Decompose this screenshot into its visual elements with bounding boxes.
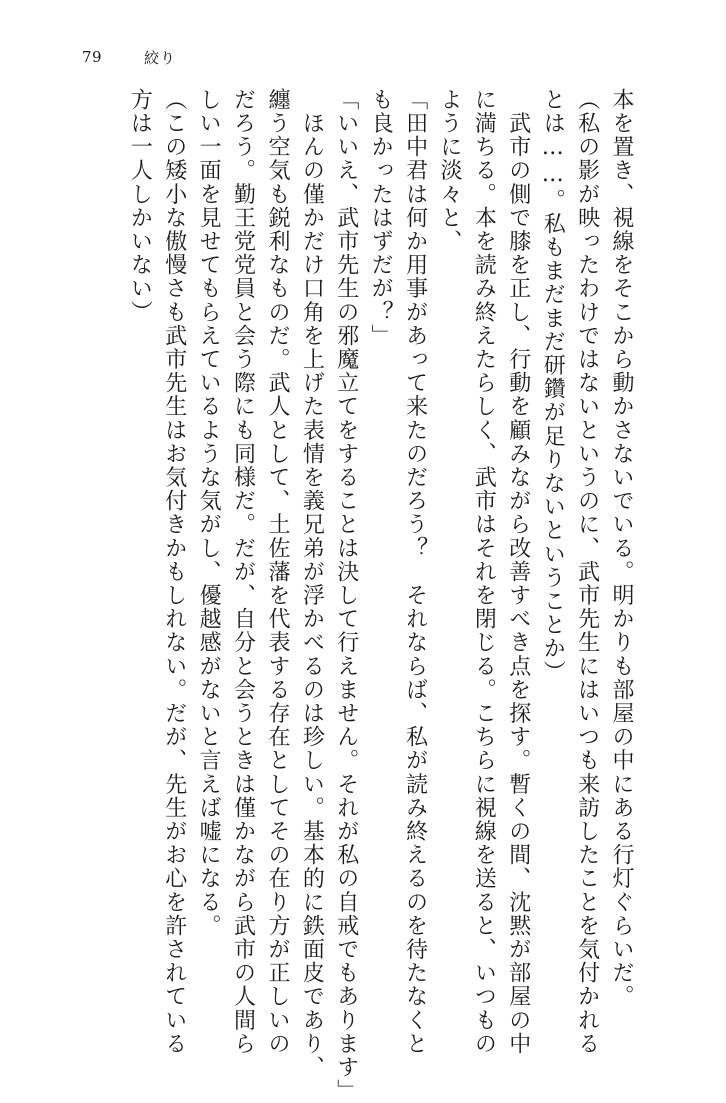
text-line: ほんの僅かだけ口角を上げた表情を義兄弟が浮かべるのは珍しい。基本的に鉄面皮であり、 — [299, 88, 325, 1080]
text-line: （この矮小な傲慢さも武市先生はお気付きかもしれない。だが、先生がお心を許されている — [161, 88, 187, 1056]
body-text — [122, 88, 638, 1103]
text-line: とは……。私もまだまだ研鑽が足りないということか） — [540, 88, 566, 684]
page-header — [82, 46, 176, 68]
text-line: しい一面を見せてもらえているような気がし、優越感がないと言えば嘘になる。 — [196, 88, 222, 938]
text-line: に満ちる。本を読み終えたらしく、武市はそれを閉じる。こちらに視線を送ると、いつもの — [471, 88, 497, 1056]
text-line: （私の影が映ったわけではないというのに、武市先生にはいつも来訪したことを気付かれる — [574, 88, 600, 1056]
text-line: ように淡々と、 — [436, 88, 462, 254]
text-line: 方は一人しかいない） — [127, 88, 153, 324]
text-line: も良かったはずだが？」 — [368, 88, 394, 348]
page-number: 79 — [82, 48, 103, 66]
text-line: 纏う空気も鋭利なものだ。武人として、土佐藩を代表する存在としてその在り方が正しいの — [264, 88, 290, 1056]
text-line: だろう。勤王党党員と会う際にも同様だ。だが、自分と会うときは僅かながら武市の人間ら — [230, 88, 256, 1056]
chapter-title: 絞り — [144, 48, 177, 67]
text-line: 「いいえ、武市先生の邪魔立てをすることは決して行えません。それが私の自戒でもあります」 — [333, 88, 359, 1103]
text-line: 「田中君は何か用事があって来たのだろう？ それならば、私が読み終えるのを待たなくと — [402, 88, 428, 1056]
text-line: 本を置き、視線をそこから動かさないでいる。明かりも部屋の中にある行灯ぐらいだ。 — [609, 88, 634, 1009]
text-line: 武市の側で膝を正し、行動を顧みながら改善すべき点を探す。暫くの間、沈黙が部屋の中 — [505, 88, 531, 1056]
